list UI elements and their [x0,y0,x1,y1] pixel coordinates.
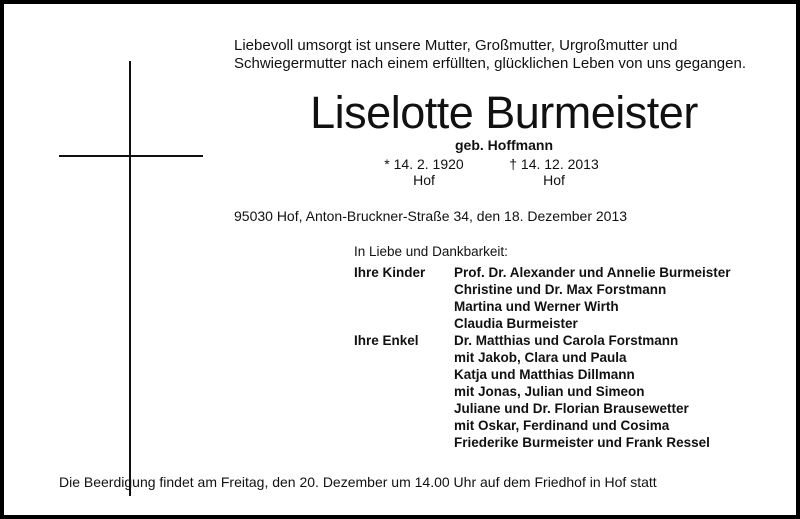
children-group [354,264,731,332]
grandchildren-label: Ihre Enkel [354,333,419,348]
grandchild-names: Juliane und Dr. Florian Brausewetter [454,401,689,416]
great-grandchildren-names: mit Oskar, Ferdinand und Cosima [454,418,670,433]
funeral-info: Die Beerdigung findet am Freitag, den 20. Dezember um 14.00 Uhr auf dem Friedhof in Hof statt [59,474,657,490]
grandchild-entry [454,332,710,366]
mourners-intro: In Liebe und Dankbarkeit: [354,244,508,259]
birth-date: * 14. 2. 1920 [384,156,464,172]
death-place: Hof [543,172,565,188]
deceased-name: Liselotte Burmeister [310,87,698,138]
address-date-line: 95030 Hof, Anton-Bruckner-Straße 34, den 18. Dezember 2013 [234,208,628,224]
intro-line-2: Schwiegermutter nach einem erfüllten, glücklichen Leben von uns gegangen. [234,55,746,72]
intro-text [234,37,774,73]
death-date: † 14. 12. 2013 [509,156,599,172]
child-entry: Prof. Dr. Alexander und Annelie Burmeister [454,265,731,280]
cross-icon-horizontal-bar [59,155,203,157]
grandchild-names: Dr. Matthias und Carola Forstmann [454,333,679,348]
child-entry: Martina und Werner Wirth [454,299,619,314]
mourners-block [354,243,731,451]
maiden-name: geb. Hoffmann [455,137,553,153]
children-label: Ihre Kinder [354,265,426,280]
child-entry: Christine und Dr. Max Forstmann [454,282,667,297]
cross-icon-vertical-bar [129,61,131,496]
grandchild-entry [454,400,710,434]
grandchild-names: Katja und Matthias Dillmann [454,367,635,382]
grandchild-names: Friederike Burmeister und Frank Ressel [454,435,710,450]
great-grandchildren-names: mit Jonas, Julian und Simeon [454,384,645,399]
great-grandchildren-names: mit Jakob, Clara und Paula [454,350,627,365]
grandchildren-group [354,332,731,451]
birth-place: Hof [413,172,435,188]
child-entry: Claudia Burmeister [454,316,578,331]
grandchild-entry [454,434,710,451]
children-list [454,264,731,332]
intro-line-1: Liebevoll umsorgt ist unsere Mutter, Großmutter, Urgroßmutter und [234,37,678,54]
grandchildren-list [454,332,710,451]
birth-info [369,156,479,188]
death-info [494,156,614,188]
grandchild-entry [454,366,710,400]
